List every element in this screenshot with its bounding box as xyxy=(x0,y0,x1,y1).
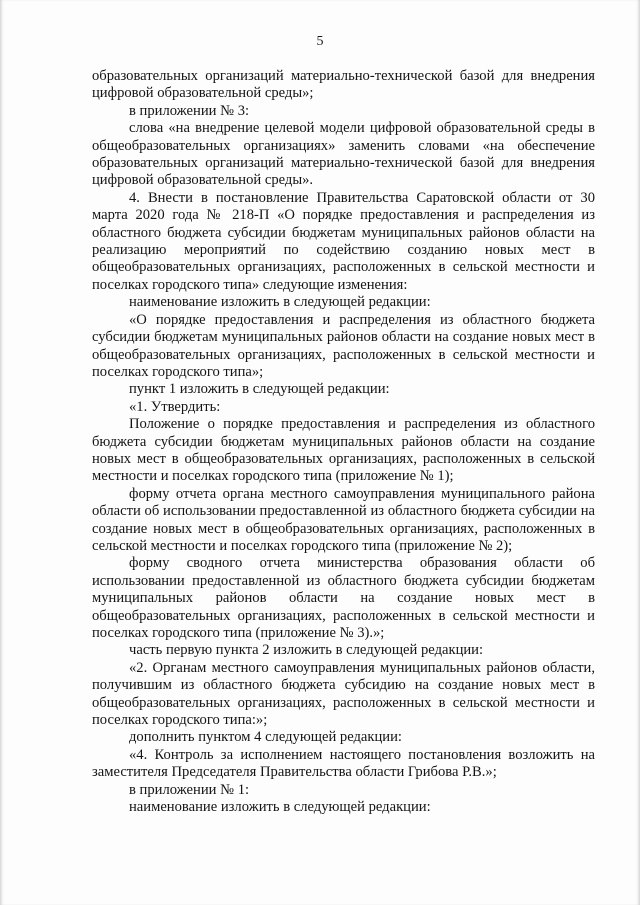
paragraph: форму отчета органа местного самоуправления муниципального района области об использовании предоставленной из областного бюджета субсидии на создание новых мест в общеобразовательных организациях, расположенных в сельской местности и поселках городского типа (приложение № 2); xyxy=(92,485,595,554)
paragraph: пункт 1 изложить в следующей редакции: xyxy=(129,381,390,398)
paragraph: «2. Органам местного самоуправления муниципальных районов области, получившим из областного бюджета субсидию на создание новых мест в общеобразовательных организациях, расположенных в сельской местности и поселках городского типа:»; xyxy=(92,659,595,729)
page-number: 5 xyxy=(316,34,324,49)
paragraph: 4. Внести в постановление Правительства Саратовской области от 30 марта 2020 года № 218-П «О порядке предоставления и распределения из областного бюджета субсидии бюджетам муниципальных районов области на реализацию мероприятий по содействию созданию новых мест в общеобразовательных организациях, расположенных в сельской местности и поселках городского типа» следующие изменения: xyxy=(92,189,595,293)
paragraph: в приложении № 3: xyxy=(129,102,250,119)
paragraph: слова «на внедрение целевой модели цифровой образовательной среды в общеобразовательных организациях» заменить словами «на обеспечение образовательных организаций материально-технической базой для внедрения цифровой образовательной среды». xyxy=(92,120,595,189)
document-body xyxy=(92,68,595,816)
paragraph-continuation: образовательных организаций материально-технической базой для внедрения цифровой образовательной среды»; xyxy=(92,68,595,102)
paragraph: дополнить пунктом 4 следующей редакции: xyxy=(129,729,402,746)
paragraph: наименование изложить в следующей редакции: xyxy=(129,294,431,311)
paragraph: форму сводного отчета министерства образования области об использовании предоставленной из областного бюджета субсидии бюджетам муниципальных районов области на создание новых мест в общеобразовательных организациях, расположенных в сельской местности и поселках городского типа (приложение № 3).»; xyxy=(92,555,595,641)
paragraph: «О порядке предоставления и распределения из областного бюджета субсидии бюджетам муниципальных районов области на создание новых мест в общеобразовательных организациях, расположенных в сельской местности и поселках городского типа»; xyxy=(92,311,595,380)
paragraph: Положение о порядке предоставления и распределения из областного бюджета субсидии бюджетам муниципальных районов области на создание новых мест в общеобразовательных организациях, расположенных в сельской местности и поселках городского типа (приложение № 1); xyxy=(92,416,595,485)
paragraph: часть первую пункта 2 изложить в следующей редакции: xyxy=(129,642,484,659)
paragraph: в приложении № 1: xyxy=(129,781,250,798)
paragraph: «1. Утвердить: xyxy=(129,398,221,415)
paragraph: «4. Контроль за исполнением настоящего постановления возложить на заместителя Председателя Правительства области Грибова Р.В.»; xyxy=(92,746,595,781)
paragraph: наименование изложить в следующей редакции: xyxy=(129,799,431,816)
